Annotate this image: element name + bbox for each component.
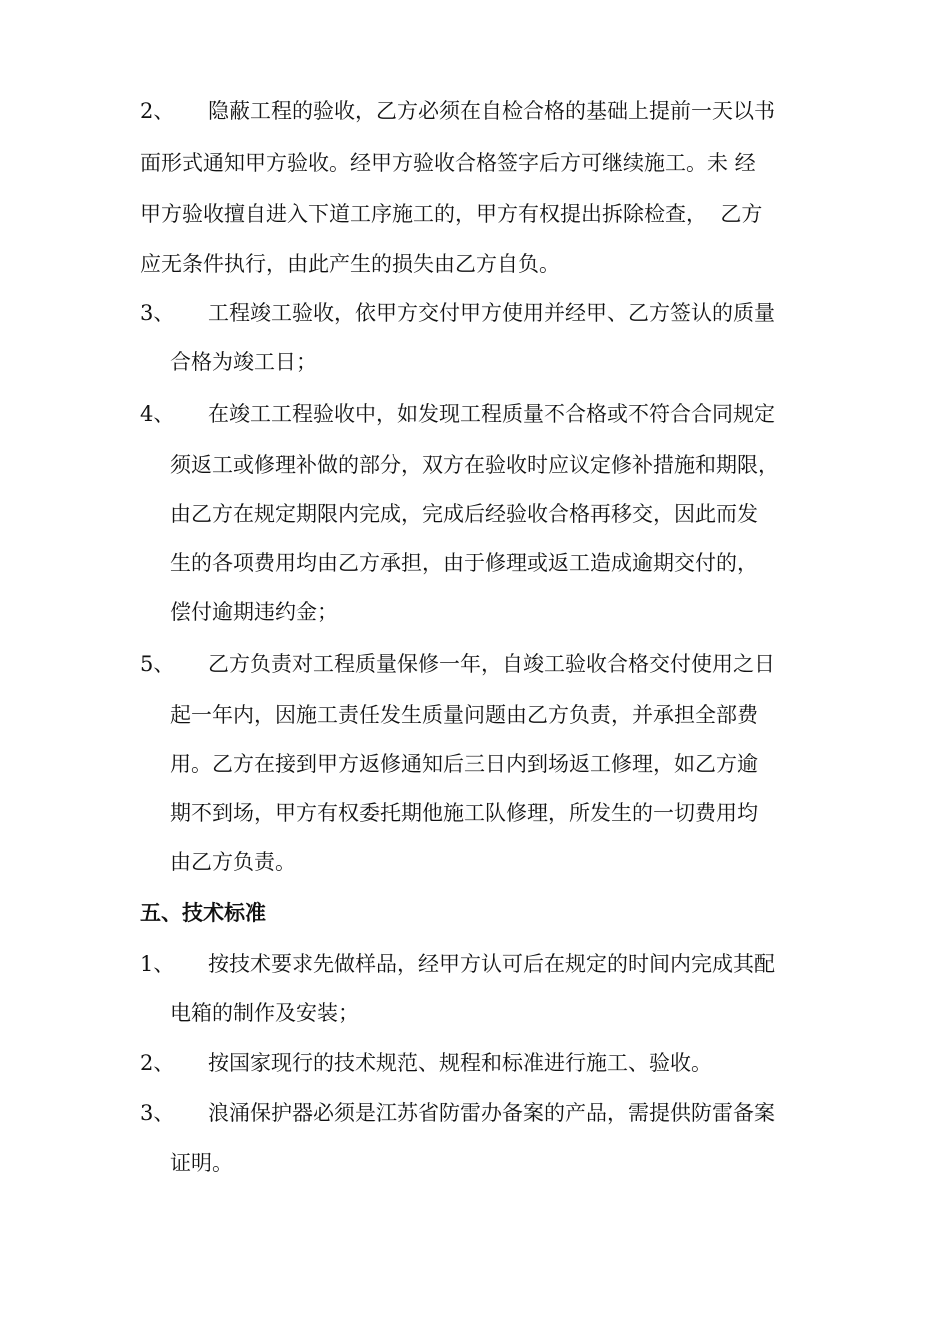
- item-text-line: 用。乙方在接到甲方返修通知后三日内到场返工修理，如乙方逾: [170, 752, 758, 776]
- item-text-line: 隐蔽工程的验收，乙方必须在自检合格的基础上提前一天以书: [208, 99, 775, 123]
- item-text-line: 面形式通知甲方验收。经甲方验收合格签字后方可继续施工。未 经: [140, 151, 756, 175]
- item-text-line: 按技术要求先做样品，经甲方认可后在规定的时间内完成其配: [208, 952, 775, 976]
- item-text-line: 须返工或修理补做的部分，双方在验收时应议定修补措施和期限，: [170, 453, 779, 477]
- item-text-line: 工程竣工验收，依甲方交付甲方使用并经甲、乙方签认的质量: [208, 301, 775, 325]
- item-number: 2、: [140, 99, 175, 123]
- item-text-line: 由乙方负责。: [170, 850, 296, 874]
- section-heading: 五、技术标准: [140, 900, 266, 925]
- item-text-line: 电箱的制作及安装；: [170, 1001, 359, 1025]
- item-text-line: 证明。: [170, 1151, 233, 1175]
- item-number: 1、: [140, 952, 175, 976]
- item-text-line: 生的各项费用均由乙方承担，由于修理或返工造成逾期交付的，: [170, 551, 758, 575]
- item-text-line: 按国家现行的技术规范、规程和标准进行施工、验收。: [208, 1051, 712, 1075]
- item-number: 4、: [140, 402, 175, 426]
- item-text-line: 偿付逾期违约金；: [170, 600, 338, 624]
- item-text-line: 期不到场，甲方有权委托期他施工队修理，所发生的一切费用均: [170, 801, 758, 825]
- item-text-line: 甲方验收擅自进入下道工序施工的，甲方有权提出拆除检查， 乙方: [140, 202, 763, 226]
- item-text-line: 起一年内，因施工责任发生质量问题由乙方负责，并承担全部费: [170, 703, 758, 727]
- item-text-line: 合格为竣工日；: [170, 350, 317, 374]
- item-number: 2、: [140, 1051, 175, 1075]
- item-number: 3、: [140, 301, 175, 325]
- item-number: 5、: [140, 652, 175, 676]
- item-text-line: 浪涌保护器必须是江苏省防雷办备案的产品，需提供防雷备案: [208, 1101, 775, 1125]
- item-number: 3、: [140, 1101, 175, 1125]
- item-text-line: 乙方负责对工程质量保修一年，自竣工验收合格交付使用之日: [208, 652, 775, 676]
- item-text-line: 由乙方在规定期限内完成，完成后经验收合格再移交，因此而发: [170, 502, 758, 526]
- item-text-line: 在竣工工程验收中，如发现工程质量不合格或不符合合同规定: [208, 402, 775, 426]
- item-text-line: 应无条件执行，由此产生的损失由乙方自负。: [140, 252, 560, 276]
